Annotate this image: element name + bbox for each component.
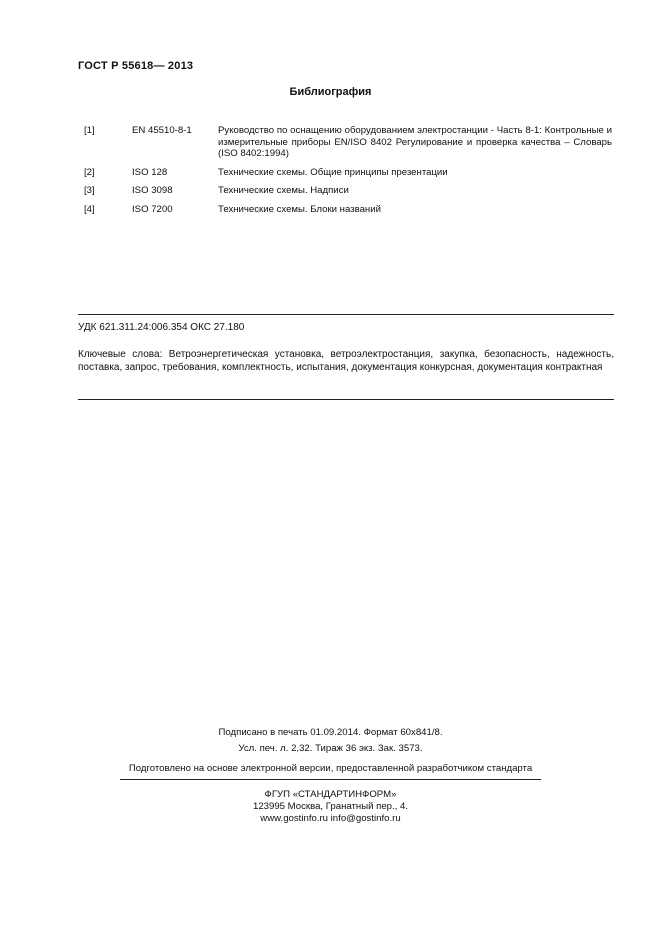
publisher-address: 123995 Москва, Гранатный пер., 4. <box>253 801 408 812</box>
divider-bottom <box>78 399 614 400</box>
bibliography-entry <box>84 167 614 179</box>
imprint-print-info: Усл. печ. л. 2,32. Тираж 36 экз. Зак. 3573. <box>238 743 423 754</box>
bibliography-entry <box>84 204 614 216</box>
publisher-name: ФГУП «СТАНДАРТИНФОРМ» <box>264 789 397 800</box>
bibliography-list <box>84 125 614 222</box>
entry-code: EN 45510-8-1 <box>132 125 192 136</box>
bibliography-entry <box>84 125 614 160</box>
divider-top <box>78 314 614 315</box>
keywords: Ключевые слова: Ветроэнергетическая установка, ветроэлектростанция, закупка, безопасность, надежность, поставка, запрос, требования, комплектность, испытания, документация конкурсная, документация контрактная <box>78 349 614 373</box>
publisher-contacts: www.gostinfo.ru info@gostinfo.ru <box>260 813 401 824</box>
bibliography-title: Библиография <box>289 86 372 98</box>
imprint-divider <box>120 779 541 780</box>
entry-number: [2] <box>84 166 95 178</box>
imprint-signed: Подписано в печать 01.09.2014. Формат 60x841/8. <box>218 727 443 738</box>
entry-text: Руководство по оснащению оборудованием электростанции - Часть 8-1: Контрольные и измерительные приборы EN/ISO 8402 Регулирование и проверка качества – Словарь (ISO 8402:1994) <box>218 125 612 159</box>
entry-number: [1] <box>84 125 95 136</box>
entry-text: Технические схемы. Общие принципы презентации <box>218 166 448 178</box>
entry-code: ISO 3098 <box>132 185 173 196</box>
document-header: ГОСТ Р 55618— 2013 <box>78 60 194 72</box>
entry-number: [4] <box>84 203 95 215</box>
entry-code: ISO 7200 <box>132 203 173 215</box>
entry-text: Технические схемы. Блоки названий <box>218 203 381 215</box>
entry-code: ISO 128 <box>132 166 168 178</box>
entry-number: [3] <box>84 185 95 196</box>
imprint-prepared: Подготовлено на основе электронной версии, предоставленной разработчиком стандарта <box>128 763 533 774</box>
bibliography-entry <box>84 185 614 197</box>
entry-text: Технические схемы. Надписи <box>218 185 349 196</box>
udk-classification: УДК 621.311.24:006.354 ОКС 27.180 <box>78 322 245 333</box>
